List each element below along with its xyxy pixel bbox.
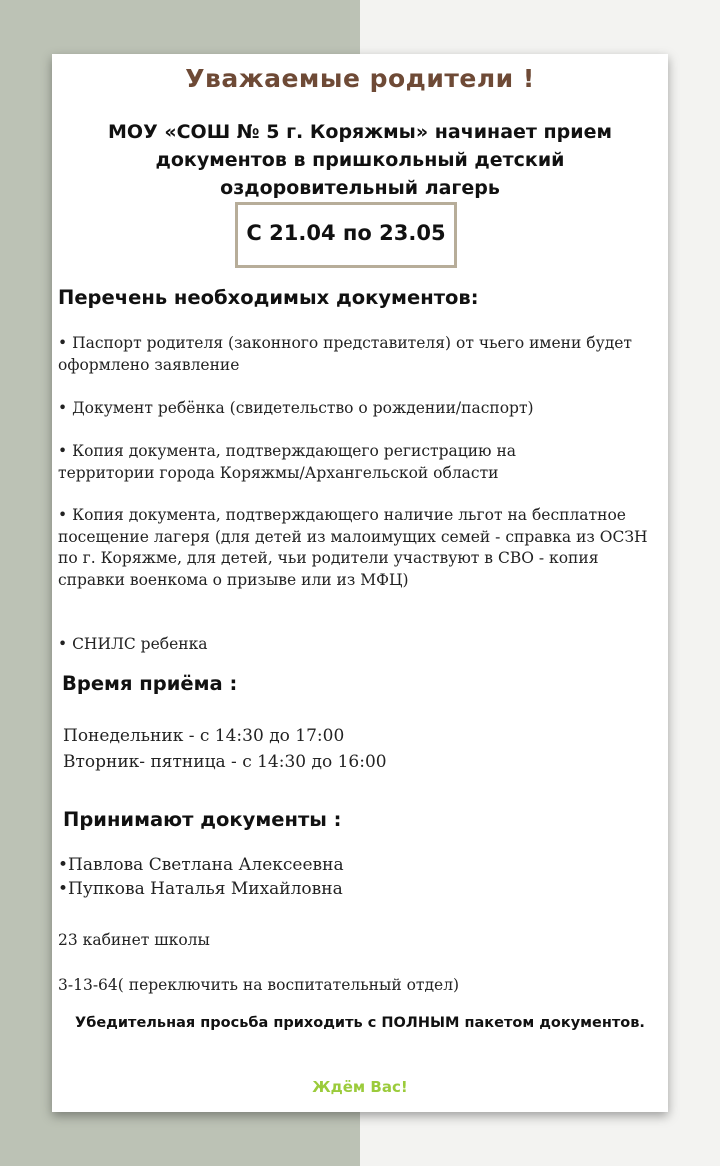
- document-item-passport: • Паспорт родителя (законного представителя) от чьего имени будет оформлено заявление: [58, 334, 632, 374]
- announcement-card: [52, 54, 668, 1112]
- dates-text: С 21.04 по 23.05: [246, 221, 446, 245]
- intro-text: МОУ «СОШ № 5 г. Коряжмы» начинает прием документов в пришкольный детский оздоровительный лагерь: [108, 121, 612, 199]
- closing-text: Ждём Вас!: [312, 1078, 408, 1096]
- document-item-registration: • Копия документа, подтверждающего регистрацию на территории города Коряжмы/Архангельской области: [58, 442, 517, 482]
- documents-heading: Перечень необходимых документов:: [58, 286, 479, 309]
- room-text: 23 кабинет школы: [58, 931, 210, 949]
- page-title: Уважаемые родители !: [185, 64, 535, 93]
- note-text: Убедительная просьба приходить с ПОЛНЫМ пакетом документов.: [75, 1015, 645, 1031]
- schedule-tue-fri: Вторник- пятница - с 14:30 до 16:00: [63, 752, 387, 772]
- schedule-monday: Понедельник - с 14:30 до 17:00: [63, 726, 345, 746]
- staff-member: •Пупкова Наталья Михайловна: [58, 879, 343, 899]
- document-item-benefits: • Копия документа, подтверждающего наличие льгот на бесплатное посещение лагеря (для детей из малоимущих семей - справка из ОСЗН по г. Коряжме, для детей, чьи родители участвуют в СВО - копия справки военкома о призыве или из МФЦ): [58, 506, 648, 589]
- schedule-heading: Время приёма :: [62, 672, 238, 695]
- phone-text: 3-13-64( переключить на воспитательный отдел): [58, 976, 460, 994]
- staff-heading: Принимают документы :: [63, 808, 342, 831]
- document-item-child-id: • Документ ребёнка (свидетельство о рождении/паспорт): [58, 399, 534, 417]
- staff-member: •Павлова Светлана Алексеевна: [58, 855, 344, 875]
- document-item-snils: • СНИЛС ребенка: [58, 635, 208, 653]
- dates-box: [235, 202, 457, 268]
